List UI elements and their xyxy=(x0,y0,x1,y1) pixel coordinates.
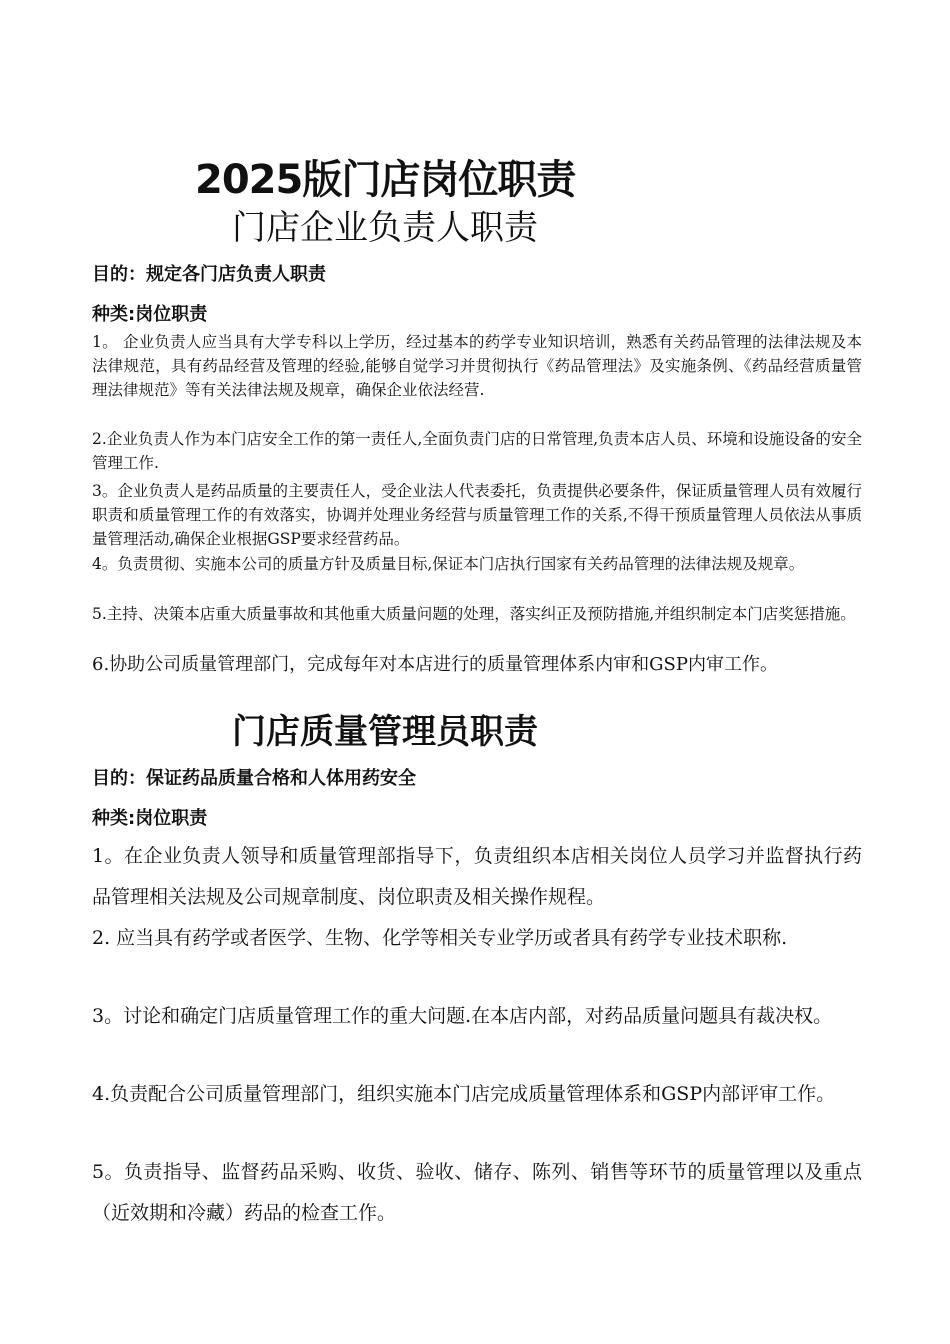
section1-item-5: 5.主持、决策本店重大质量事故和其他重大质量问题的处理，落实纠正及预防措施,并组织制定本门店奖惩措施。 xyxy=(92,605,856,623)
section1-heading: 门店企业负责人职责 xyxy=(232,208,538,248)
section2-item-5: 5。负责指导、监督药品采购、收货、验收、储存、陈列、销售等环节的质量管理以及重点（近效期和冷藏）药品的检查工作。 xyxy=(92,1161,862,1224)
section1-item-4: 4。负责贯彻、实施本公司的质量方针及质量目标,保证本门店执行国家有关药品管理的法律法规及规章。 xyxy=(92,555,805,573)
section1-item-2: 2.企业负责人作为本门店安全工作的第一责任人,全面负责门店的日常管理,负责本店人员、环境和设施设备的安全管理工作. xyxy=(92,430,862,472)
section2-item-3: 3。讨论和确定门店质量管理工作的重大问题.在本店内部，对药品质量问题具有裁决权。 xyxy=(92,1005,833,1027)
section1-purpose: 目的：规定各门店负责人职责 xyxy=(92,264,326,285)
section1-category: 种类:岗位职责 xyxy=(92,304,208,325)
section2-item-2: 2. 应当具有药学或者医学、生物、化学等相关专业学历或者具有药学专业技术职称. xyxy=(92,927,788,949)
section1-item-6: 6.协助公司质量管理部门，完成每年对本店进行的质量管理体系内审和GSP内审工作。 xyxy=(92,654,778,675)
section1-item-1: 1。 企业负责人应当具有大学专科以上学历，经过基本的药学专业知识培训，熟悉有关药品管理的法律法规及本法律规范，具有药品经营及管理的经验,能够自觉学习并贯彻执行《药品管理法》及实施条例、《药品经营质量管理法律规范》等有关法律法规及规章，确保企业依法经营. xyxy=(92,333,862,399)
section2-item-4: 4.负责配合公司质量管理部门，组织实施本门店完成质量管理体系和GSP内部评审工作。 xyxy=(92,1083,836,1105)
section2-purpose: 目的：保证药品质量合格和人体用药安全 xyxy=(92,768,416,789)
document-title: 2025版门店岗位职责 xyxy=(195,157,576,203)
section2-category: 种类:岗位职责 xyxy=(92,808,208,829)
section2-heading: 门店质量管理员职责 xyxy=(232,712,538,752)
section2-item-1: 1。在企业负责人领导和质量管理部指导下，负责组织本店相关岗位人员学习并监督执行药品管理相关法规及公司规章制度、岗位职责及相关操作规程。 xyxy=(92,845,862,908)
section1-item-3: 3。企业负责人是药品质量的主要责任人，受企业法人代表委托，负责提供必要条件，保证质量管理人员有效履行职责和质量管理工作的有效落实，协调并处理业务经营与质量管理工作的关系,不得干预质量管理人员依法从事质量管理活动,确保企业根据GSP要求经营药品。 xyxy=(92,482,862,548)
